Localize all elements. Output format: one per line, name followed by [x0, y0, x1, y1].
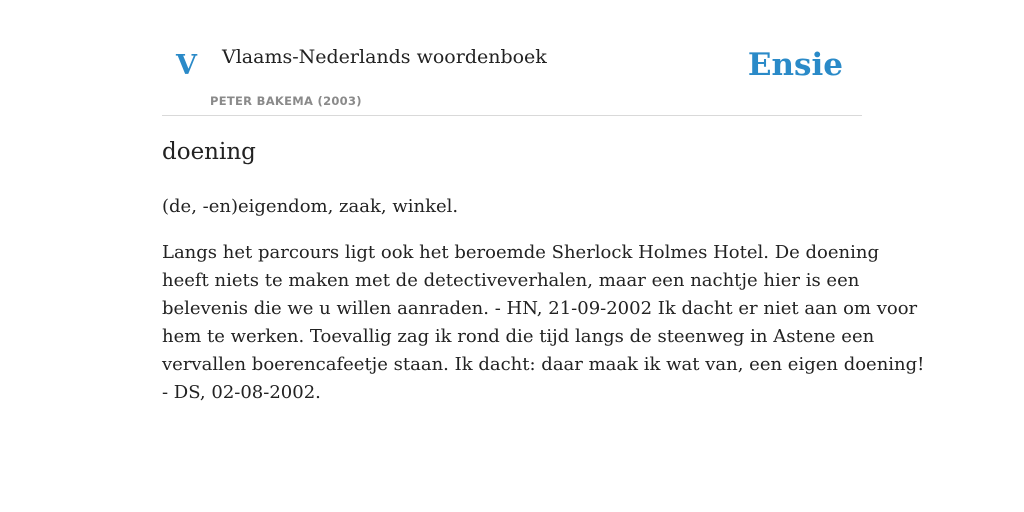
dictionary-title[interactable]: Vlaams-Nederlands woordenboek [222, 46, 547, 68]
dictionary-badge-icon[interactable]: V [176, 50, 197, 81]
dictionary-header [162, 0, 862, 116]
definition [162, 193, 458, 221]
example-line: belevenis die we u willen aanraden. - HN, 21-09-2002 Ik dacht er niet aan om voor [162, 298, 918, 319]
ensie-logo[interactable]: Ensie [747, 47, 843, 83]
headword: doening [162, 139, 256, 165]
example-citations [162, 239, 925, 407]
example-line: - DS, 02-08-2002. [162, 382, 321, 403]
example-line: hem te werken. Toevallig zag ik rond die tijd langs de steenweg in Astene een [162, 326, 875, 347]
entry-page [162, 0, 925, 403]
grammar-info: (de, -en) [162, 196, 238, 217]
example-line: heeft niets te maken met de detectiveverhalen, maar een nachtje hier is een [162, 270, 860, 291]
example-line: Langs het parcours ligt ook het beroemde Sherlock Holmes Hotel. De doening [162, 242, 879, 263]
example-line: vervallen boerencafeetje staan. Ik dacht: daar maak ik wat van, een eigen doening! [162, 354, 925, 375]
definition-text: eigendom, zaak, winkel. [238, 196, 459, 217]
dictionary-author: PETER BAKEMA (2003) [210, 94, 362, 108]
